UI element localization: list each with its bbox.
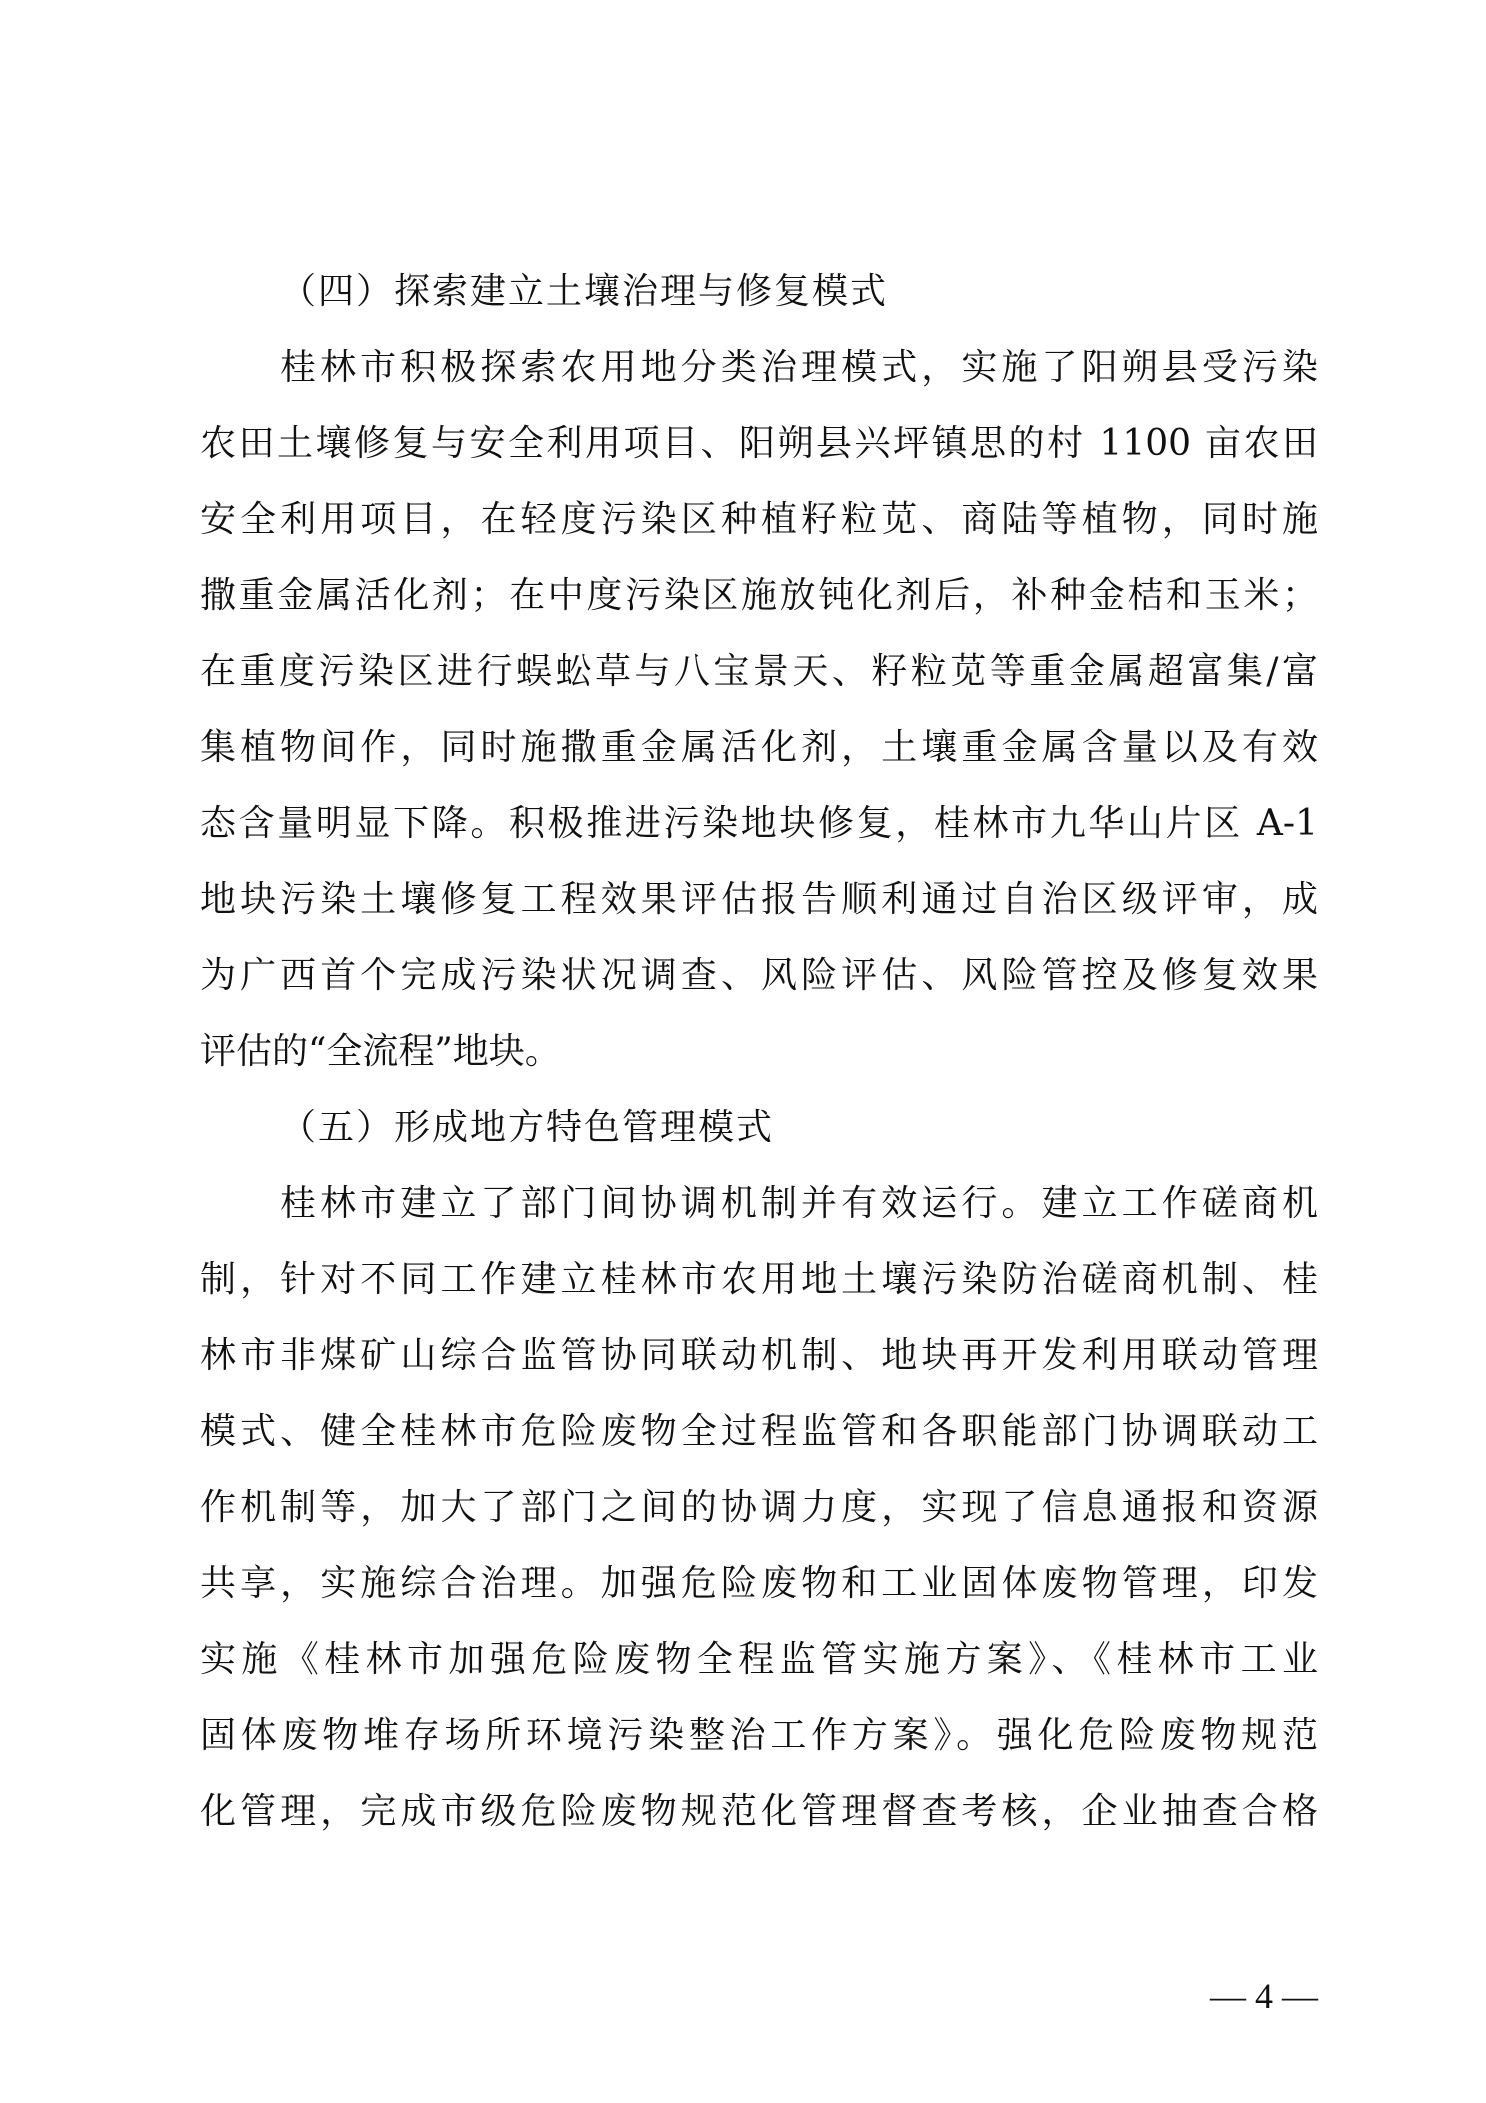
paragraph-line: 态含量明显下降。积极推进污染地块修复，桂林市九华山片区 A-1	[200, 803, 1318, 844]
paragraph-line: 评估的“全流程”地块。	[200, 1031, 561, 1072]
paragraph-line: 在重度污染区进行蜈蚣草与八宝景天、籽粒苋等重金属超富集/富	[200, 651, 1318, 692]
paragraph-line: 实施《桂林市加强危险废物全程监管实施方案》、《桂林市工业	[200, 1639, 1318, 1680]
paragraph-line: 桂林市积极探索农用地分类治理模式，实施了阳朔县受污染	[280, 347, 1318, 388]
paragraph-line: 固体废物堆存场所环境污染整治工作方案》。强化危险废物规范	[200, 1715, 1318, 1756]
paragraph-line: 农田土壤修复与安全利用项目、阳朔县兴坪镇思的村 1100 亩农田	[200, 423, 1318, 464]
paragraph-line: 化管理，完成市级危险废物规范化管理督查考核，企业抽查合格	[200, 1791, 1318, 1832]
section-paragraph-4	[200, 330, 1318, 1090]
page-number: — 4 —	[1210, 1976, 1318, 2016]
paragraph-line: 撒重金属活化剂；在中度污染区施放钝化剂后，补种金桔和玉米；	[200, 575, 1318, 616]
paragraph-line: 安全利用项目，在轻度污染区种植籽粒苋、商陆等植物，同时施	[200, 499, 1318, 540]
section-paragraph-5	[200, 1166, 1318, 1850]
paragraph-line: 集植物间作，同时施撒重金属活化剂，土壤重金属含量以及有效	[200, 727, 1318, 768]
paragraph-line: 作机制等，加大了部门之间的协调力度，实现了信息通报和资源	[200, 1487, 1318, 1528]
paragraph-line: 林市非煤矿山综合监管协同联动机制、地块再开发利用联动管理	[200, 1335, 1318, 1376]
document-body	[200, 254, 1318, 1850]
section-heading-4: （四）探索建立土壤治理与修复模式	[280, 271, 889, 312]
section-heading-5: （五）形成地方特色管理模式	[280, 1107, 775, 1148]
paragraph-line: 共享，实施综合治理。加强危险废物和工业固体废物管理，印发	[200, 1563, 1318, 1604]
paragraph-line: 地块污染土壤修复工程效果评估报告顺利通过自治区级评审，成	[200, 879, 1318, 920]
paragraph-line: 模式、健全桂林市危险废物全过程监管和各职能部门协调联动工	[200, 1411, 1318, 1452]
paragraph-line: 制，针对不同工作建立桂林市农用地土壤污染防治磋商机制、桂	[200, 1259, 1318, 1300]
paragraph-line: 为广西首个完成污染状况调查、风险评估、风险管控及修复效果	[200, 955, 1318, 996]
paragraph-line: 桂林市建立了部门间协调机制并有效运行。建立工作磋商机	[280, 1183, 1318, 1224]
